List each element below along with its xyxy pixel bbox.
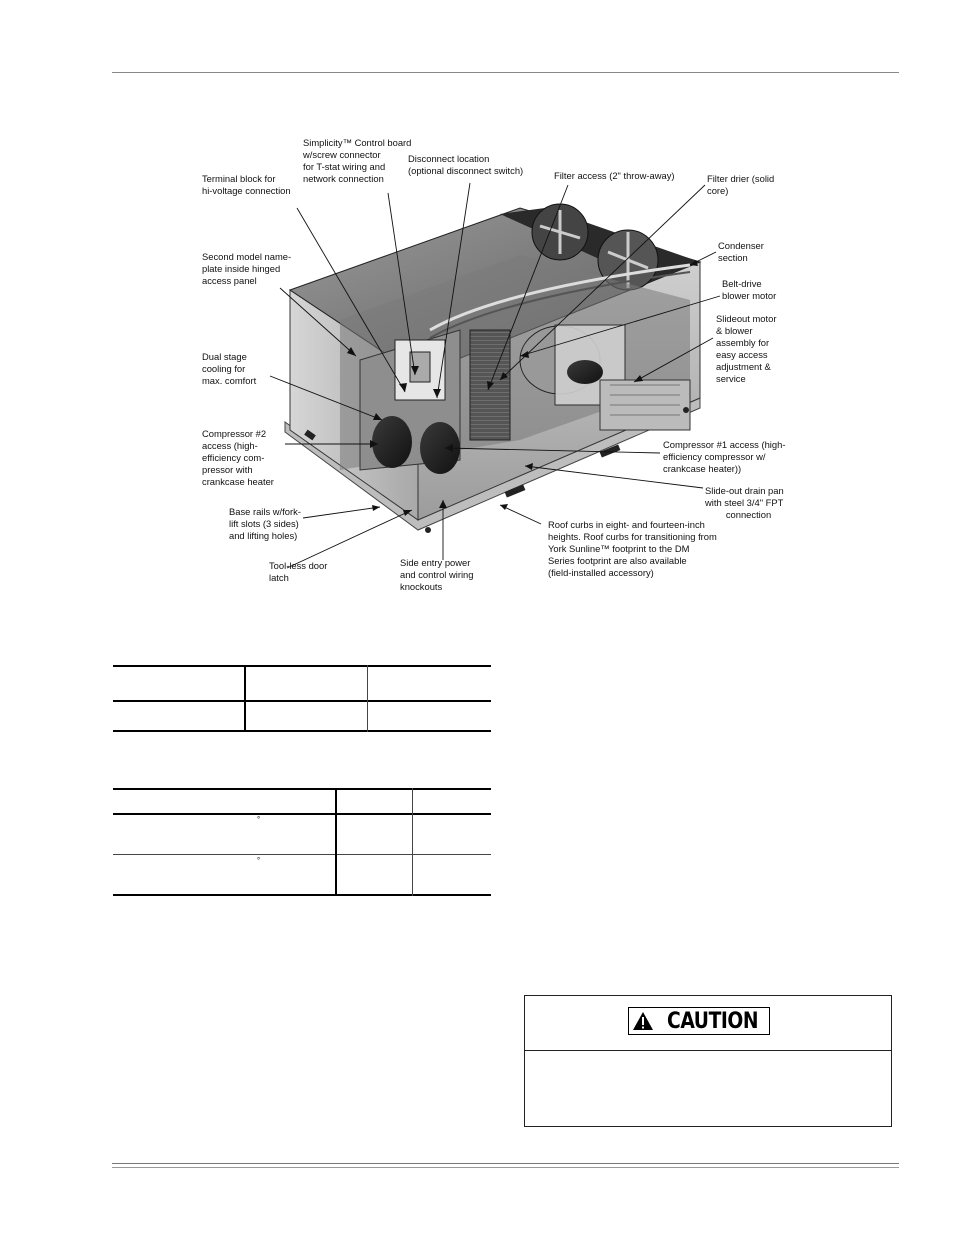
callout-side-entry: Side entry power and control wiring knockouts [400,557,474,592]
warning-triangle-icon [632,1011,654,1031]
callout-belt-drive: Belt-drive blower motor [722,278,777,301]
table-2-degree-mark: ° [257,815,261,824]
callout-compressor2: Compressor #2 access (high- efficiency com- pressor with crankcase heater [202,428,274,487]
table-2-top-rule [113,788,491,790]
callout-disconnect: Disconnect location (optional disconnect switch) [408,153,524,176]
caution-box [524,995,892,1127]
footer-rule-top [112,1163,899,1164]
caution-divider [525,1050,891,1051]
table-1-top-rule [113,665,491,667]
callout-filter-access: Filter access (2" throw-away) [554,170,675,181]
caution-label: CAUTION [666,1008,759,1034]
table-1-bottom-rule [113,730,491,732]
callout-filter-drier: Filter drier (solid core) [707,173,775,196]
callout-nameplate: Second model name- plate inside hinged access panel [202,251,292,286]
table-1-col-divider [367,665,368,732]
callout-condenser: Condenser section [718,240,764,263]
callout-dual-stage: Dual stage cooling for max. comfort [202,351,257,386]
callout-door-latch: Tool-less door latch [269,560,328,583]
table-2-row-rule [113,854,491,855]
table-2-col-divider [412,788,413,896]
callout-terminal-block: Terminal block for hi-voltage connection [202,173,291,196]
table-2-bottom-rule [113,894,491,896]
callout-drain-pan: Slide-out drain pan with steel 3/4" FPT connection [705,485,784,520]
table-2-col-divider [335,788,337,896]
table-2-header-rule [113,813,491,815]
caution-badge [628,1007,770,1035]
table-1-col-divider [244,665,246,732]
callout-compressor1: Compressor #1 access (high- efficiency compressor w/ crankcase heater)) [663,439,786,474]
table-2-degree-mark: ° [257,856,261,865]
callout-base-rails: Base rails w/fork- lift slots (3 sides) and lifting holes) [229,506,301,541]
callout-control-board: Simplicity™ Control board w/screw connector for T-stat wiring and network connection [303,137,412,184]
table-1-mid-rule [113,700,491,702]
callout-slideout-motor: Slideout motor & blower assembly for easy access adjustment & service [716,313,777,384]
callout-roof-curbs: Roof curbs in eight- and fourteen-inch heights. Roof curbs for transitioning from York Sunline™ footprint to the DM Series footprint are also available (field-installed accessory) [548,519,717,578]
footer-rule-bottom [112,1167,899,1168]
